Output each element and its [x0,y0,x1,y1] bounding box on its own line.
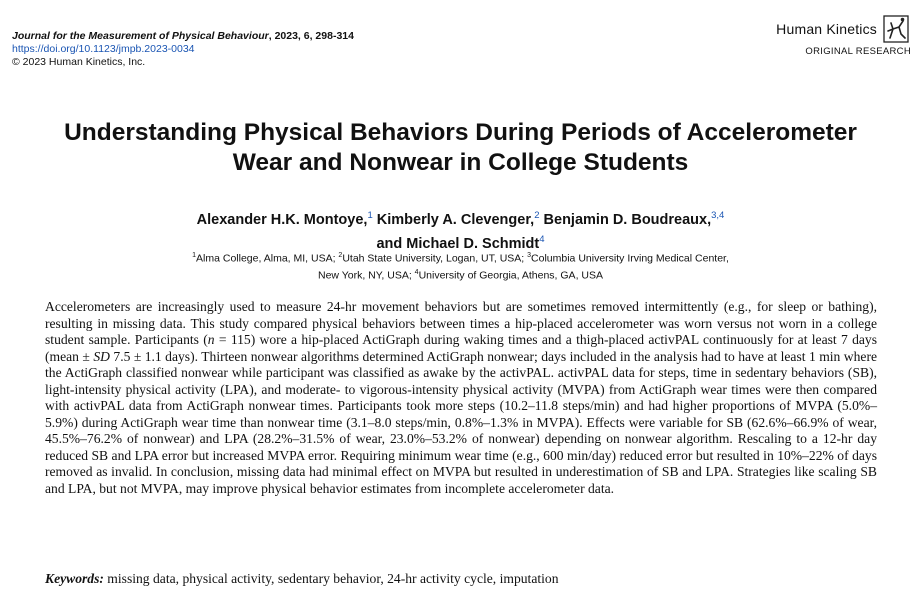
affiliation-text: Alma College, Alma, MI, USA; [196,252,339,265]
journal-citation [12,30,354,43]
author-affiliation-sup[interactable]: 4 [539,233,545,245]
affiliation-text: Utah State University, Logan, UT, USA; [342,252,528,265]
sd-symbol: SD [93,348,110,364]
author-name: Kimberly A. Clevenger, [376,211,535,228]
affiliation-text: New York, NY, USA; [317,269,415,281]
keywords-text: missing data, physical activity, sedentary behavior, 24-hr activity cycle, imputation [103,571,559,586]
author-affiliation-sup[interactable]: 2 [534,210,540,221]
author-name: Benjamin D. Boudreaux, [543,211,712,228]
author-name: Alexander H.K. Montoye, [196,211,368,228]
abstract-part-3: 7.5 ± 1.1 days). Thirteen nonwear algorithms determined ActiGraph nonwear; days included in the analysis had to have at least 1 min where the ActiGraph classified nonwear while participant was classified as awake by the activPAL. activPAL data for steps, time in sedentary behaviors (SB), light-intensity physical activity (LPA), and moderate- to vigorous-intensity physical activity (MVPA) from ActiGraph wear times were then compared with activPAL data from ActiGraph nonwear times. Participants took more steps (10.2–11.8 steps/min) and had higher proportions of MVPA (5.0%–5.9%) during ActiGraph wear time than nonwear time (3.1–8.0 steps/min, 0.8%–1.3% in MVPA). Effects were variable for SB (62.6%–66.9% of wear, 45.5%–76.2% of nonwear) and LPA (28.2%–31.5% of wear, 23.0%–53.2% of nonwear) depending on nonwear algorithm. Rescaling to a 12-hr day reduced SB and LPA error but increased MVPA error. Requiring minimum wear time (e.g., 600 min/day) reduced error but resulted in 10%–22% of days removed as invalid. In conclusion, missing data had minimal effect on MVPA but resulted in underestimation of SB and LPA. Strategies like scaling SB and LPA, but not MVPA, may improve physical behavior estimates from incomplete accelerometer data. [45,348,877,496]
journal-name: Journal for the Measurement of Physical Behaviour [12,30,269,42]
title-line-2: Wear and Nonwear in College Students [232,149,689,176]
journal-header [12,30,354,69]
abstract-part-2: = 115) wore a hip-placed ActiGraph during waking times and a thigh-placed activPAL continuously for at least 7 days (mean ± [45,332,877,364]
publisher-header [776,14,911,57]
article-title [0,118,921,178]
author-affiliation-sup[interactable]: 1 [367,210,373,221]
affiliation-sup: 1 [192,252,197,259]
doi-link[interactable]: https://doi.org/10.1123/jmpb.2023-0034 [12,43,195,55]
affiliation-text: University of Georgia, Athens, GA, USA [418,269,603,281]
author-list [0,206,921,254]
author-affiliation-sup[interactable]: 3,4 [711,210,725,221]
affiliation-text: Columbia University Irving Medical Center, [531,252,729,265]
affiliation-sup: 4 [414,268,419,276]
article-type: ORIGINAL RESEARCH [805,46,911,57]
affiliation-sup: 2 [338,252,343,259]
affiliation-sup: 3 [527,252,532,259]
affiliations [0,249,921,282]
journal-details: , 2023, 6, 298-314 [268,30,354,42]
human-kinetics-logo-icon [881,14,911,44]
publisher-name: Human Kinetics [776,21,877,37]
author-name: and Michael D. Schmidt [376,235,540,252]
abstract [45,299,877,497]
copyright: © 2023 Human Kinetics, Inc. [12,56,146,68]
keywords-label: Keywords: [45,571,104,586]
keywords [45,571,877,588]
title-line-1: Understanding Physical Behaviors During Periods of Accelerometer [64,119,857,146]
abstract-part-1: Accelerometers are increasingly used to measure 24-hr movement behaviors but are sometimes removed intermittently (e.g., for sleep or bathing), resulting in missing data. This study compared physical behaviors between times a hip-placed accelerometer was worn versus not worn in a college student sample. Participants ( [45,299,877,347]
n-symbol: n [207,332,215,347]
